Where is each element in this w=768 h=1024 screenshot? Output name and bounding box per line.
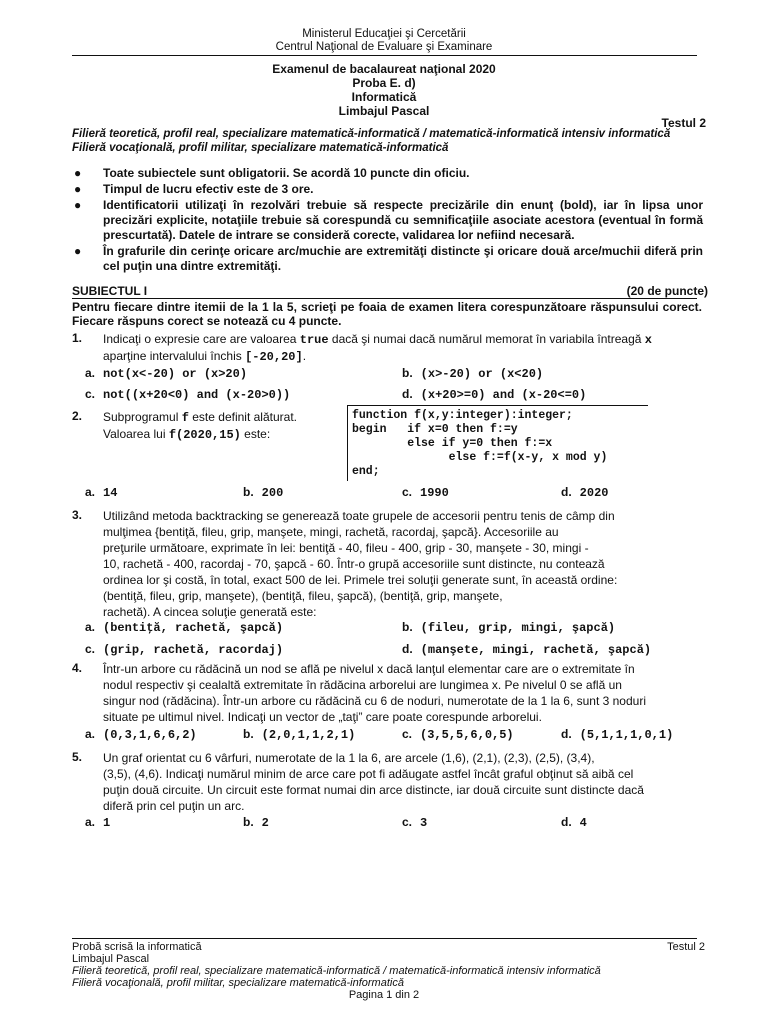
question-3-line: mulţimea {bentiţă, fileu, grip, manşete, mingi, rachetă, racordaj, şapcă}. Accesoriile au <box>103 525 559 539</box>
filiera-theoretical: Filieră teoretică, profil real, specializare matematică-informatică / matematică-informatică intensiv informatică <box>72 128 671 140</box>
code-line: function f(x,y:integer):integer; <box>352 409 573 422</box>
question-5-option-d[interactable]: d. 4 <box>561 815 587 830</box>
code-line: begin if x=0 then f:=y <box>352 423 518 436</box>
question-2-option-b[interactable]: b. 200 <box>243 485 284 500</box>
question-1-option-d[interactable]: d. (x+20>=0) and (x-20<=0) <box>402 387 587 402</box>
question-1-option-b[interactable]: b. (x>-20) or (x<20) <box>402 366 544 381</box>
exam-subject: Informatică <box>351 90 417 104</box>
exam-title: Examenul de bacalaureat naţional 2020 <box>272 62 496 76</box>
question-3-number: 3. <box>72 508 83 522</box>
question-3-line: (bentiţă, fileu, grip, manşete), (bentiţă, fileu, şapcă), (bentiţă, grip, manşete, <box>103 589 503 603</box>
instruction-item: Toate subiectele sunt obligatorii. Se acordă 10 puncte din oficiu. <box>103 166 470 180</box>
question-2-number: 2. <box>72 409 83 423</box>
question-3-line: ordinea lor şi costă, în total, exact 500 de lei. Primele trei soluţii generate sunt, în această ordine: <box>103 573 618 587</box>
question-4-option-b[interactable]: b. (2,0,1,1,2,1) <box>243 727 356 742</box>
question-5-line: puţin două circuite. Un circuit este format numai din arce distincte, iar două circuite sunt distincte dacă <box>103 783 644 797</box>
question-5-line: diferă prin cel puţin un arc. <box>103 799 245 813</box>
question-4-option-c[interactable]: c. (3,5,5,6,0,5) <box>402 727 514 742</box>
question-4-number: 4. <box>72 661 83 675</box>
footer-filiera-vocational: Filieră vocaţională, profil militar, specializare matematică-informatică <box>72 977 404 989</box>
code-line: else f:=f(x-y, x mod y) <box>352 451 608 464</box>
exam-proba: Proba E. d) <box>352 76 416 90</box>
question-3-line: Utilizând metoda backtracking se generează toate grupele de accesorii pentru tenis de câmp din <box>103 509 615 523</box>
question-5-option-b[interactable]: b. 2 <box>243 815 269 830</box>
question-3-line: 10, rachetă - 400, racordaj - 70, şapcă - 60. Într-o grupă accesoriile sunt distincte, nu contează <box>103 557 605 571</box>
question-5-option-a[interactable]: a. 1 <box>85 815 111 830</box>
question-4-line: singur nod (rădăcina). Într-un arbore cu rădăcină cu 6 de noduri, numerotate de la 1 la 6, sunt 3 noduri <box>103 694 646 708</box>
ministry-name: Ministerul Educaţiei şi Cercetării <box>302 28 466 40</box>
question-5-line: (3,5), (4,6). Indicaţi numărul minim de arce care pot fi adăugate astfel încât graful obţinut să aibă cel <box>103 767 634 781</box>
question-5-line: Un graf orientat cu 6 vârfuri, numerotate de la 1 la 6, are arcele (1,6), (2,1), (2,3), (2,5), (3,4), <box>103 751 595 765</box>
question-4-option-a[interactable]: a. (0,3,1,6,6,2) <box>85 727 197 742</box>
bullet-icon: ● <box>74 166 82 180</box>
question-3-option-c[interactable]: c. (grip, rachetă, racordaj) <box>85 642 284 657</box>
section-rule <box>72 298 697 299</box>
question-3-option-a[interactable]: a. (bentiţă, rachetă, şapcă) <box>85 620 284 635</box>
exam-center-name: Centrul Naţional de Evaluare şi Examinare <box>275 41 493 53</box>
footer-page-number: Pagina 1 din 2 <box>348 989 420 1001</box>
footer-test-number: Testul 2 <box>667 941 705 953</box>
question-1-text: Indicaţi o expresie care are valoarea true dacă şi numai dacă numărul memorat în variabila întreagă x aparţine intervalului închis [-20,20]. <box>103 332 652 364</box>
question-2-text: Subprogramul f este definit alăturat. Valoarea lui f(2020,15) este: <box>103 410 297 442</box>
question-4-line: nodul respectiv şi cealaltă extremitate în rădăcina arborelui are lungimea x. Pe nivelul 0 se află un <box>103 678 622 692</box>
footer-language: Limbajul Pascal <box>72 953 150 965</box>
instruction-item: Timpul de lucru efectiv este de 3 ore. <box>103 182 314 196</box>
question-4-text <box>103 661 701 725</box>
exam-language: Limbajul Pascal <box>338 104 430 118</box>
section-title: SUBIECTUL I <box>72 284 148 298</box>
code-line: end; <box>352 465 380 478</box>
header-rule <box>72 55 697 56</box>
question-1-option-a[interactable]: a. not(x<-20) or (x>20) <box>85 366 248 381</box>
question-3-option-b[interactable]: b. (fileu, grip, mingi, şapcă) <box>402 620 616 635</box>
section-intro: Pentru fiecare dintre itemii de la 1 la 5, scrieţi pe foaia de examen litera corespunzătoare răspunsului corect. Fiecare răspuns corect se notează cu 4 puncte. <box>72 300 702 328</box>
question-1-number: 1. <box>72 331 83 345</box>
footer-rule <box>72 938 697 939</box>
question-5-number: 5. <box>72 750 83 764</box>
code-line: else if y=0 then f:=x <box>352 437 553 450</box>
instruction-item: Identificatorii utilizaţi în rezolvări trebuie să respecte precizările din enunţ (bold), iar în lipsa unor precizări explicite, notaţiile trebuie să corespundă cu semnificaţiile asociate acestora (eventual în formă prescurtată). Datele de intrare se consideră corecte, validarea lor nefiind necesară. <box>103 198 703 242</box>
bullet-icon: ● <box>74 182 82 196</box>
question-3-line: rachetă). A cincea soluţie generată este: <box>103 605 317 619</box>
question-1-option-c[interactable]: c. not((x+20<0) and (x-20>0)) <box>85 387 291 402</box>
question-2-option-a[interactable]: a. 14 <box>85 485 118 500</box>
question-2-code-box <box>347 405 648 481</box>
question-4-line: Într-un arbore cu rădăcină un nod se află pe nivelul x dacă lanţul elementar care are o extremitate în <box>103 662 635 676</box>
question-5-text <box>103 750 701 814</box>
footer-filiera-theoretical: Filieră teoretică, profil real, specializare matematică-informatică / matematică-informatică intensiv informatică <box>72 965 601 977</box>
filiera-vocational: Filieră vocaţională, profil militar, specializare matematică-informatică <box>72 142 449 154</box>
question-3-option-d[interactable]: d. (manşete, mingi, rachetă, şapcă) <box>402 642 652 657</box>
question-4-option-d[interactable]: d. (5,1,1,1,0,1) <box>561 727 674 742</box>
footer-exam-type: Probă scrisă la informatică <box>72 941 202 953</box>
question-2-option-d[interactable]: d. 2020 <box>561 485 609 500</box>
bullet-icon: ● <box>74 244 82 258</box>
test-number: Testul 2 <box>661 116 706 130</box>
question-3-text <box>103 508 701 620</box>
bullet-icon: ● <box>74 198 82 212</box>
instruction-item: În grafurile din cerinţe oricare arc/muchie are extremităţi distincte şi oricare două arce/muchii diferă prin cel puţin una dintre extremităţi. <box>103 244 703 273</box>
section-points: (20 de puncte) <box>626 284 708 298</box>
question-4-line: situate pe ultimul nivel. Indicaţi un vector de „taţi” care poate corespunde arborelui. <box>103 710 542 724</box>
question-2-option-c[interactable]: c. 1990 <box>402 485 449 500</box>
question-5-option-c[interactable]: c. 3 <box>402 815 428 830</box>
question-3-line: preţurile următoare, exprimate în lei: bentiţă - 40, fileu - 400, grip - 30, manşete - 30, mingi - <box>103 541 589 555</box>
